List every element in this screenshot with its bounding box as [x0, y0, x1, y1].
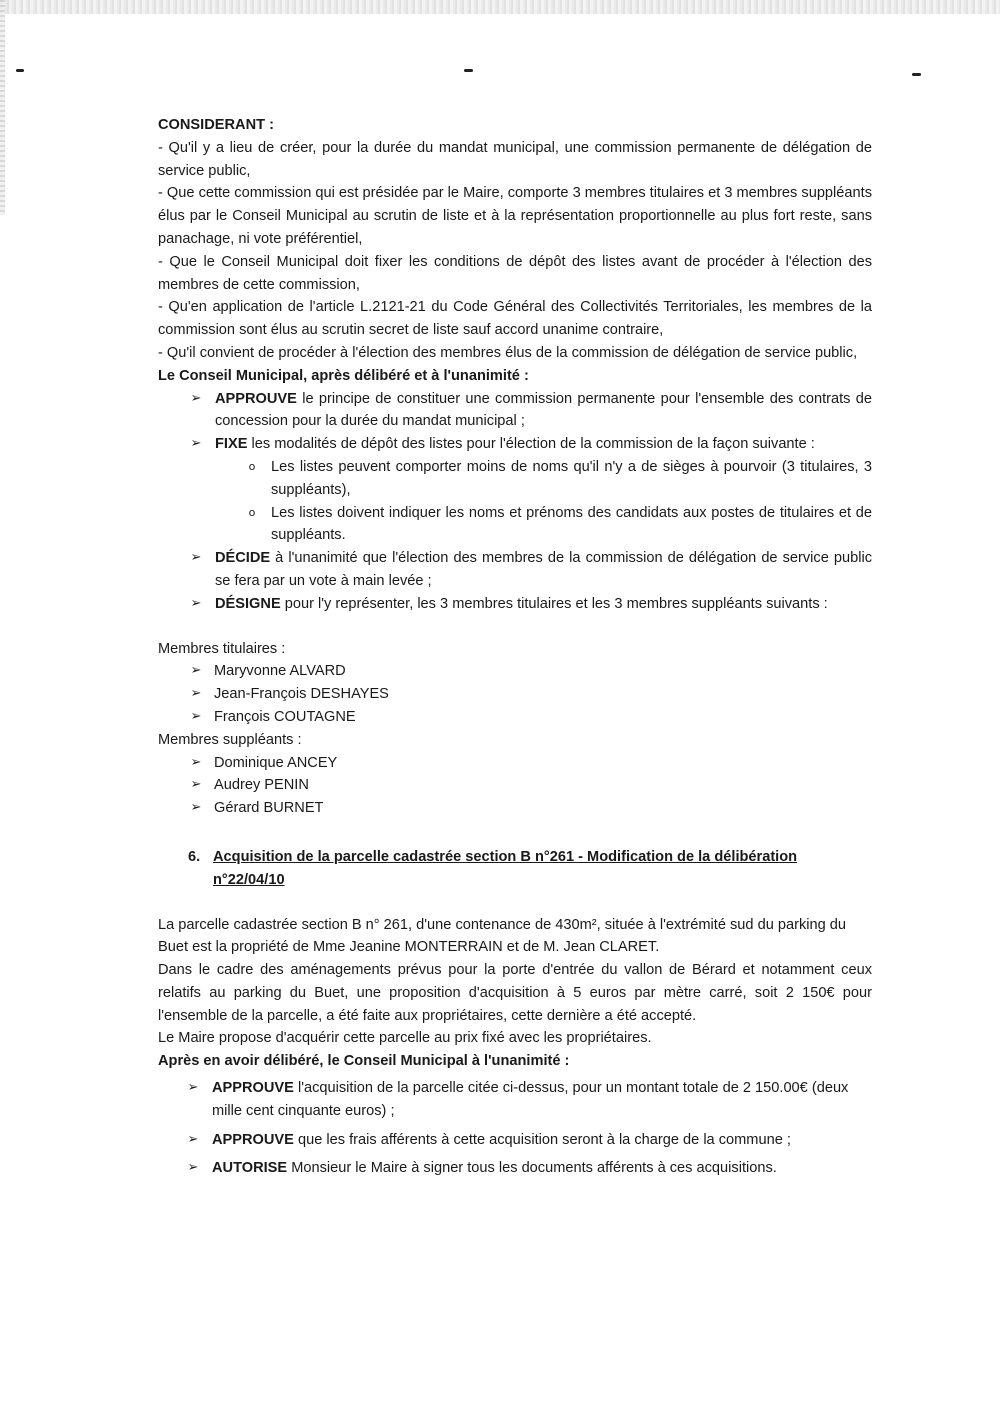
spacer [158, 892, 872, 914]
paragraph: La parcelle cadastrée section B n° 261, d'une contenance de 430m², située à l'extrémité sud du parking du Buet est la propriété de Mme Jeanine MONTERRAIN et de M. Jean CLARET. [158, 916, 847, 956]
decision-keyword: FIXE [215, 436, 248, 453]
member-item [158, 797, 872, 820]
scan-speck [464, 69, 473, 72]
member-name: Maryvonne ALVARD [214, 663, 346, 680]
sub-item-text: Les listes doivent indiquer les noms et prénoms des candidats aux postes de titulaires et de suppléants. [271, 504, 872, 544]
document-page [158, 114, 872, 1186]
section-title [158, 846, 872, 892]
section-number: 6. [188, 848, 201, 865]
scan-speck [912, 73, 921, 76]
suppleants-label: Membres suppléants : [158, 731, 302, 748]
section-keyword: APPROUVE [212, 1131, 294, 1148]
section-item-text: Monsieur le Maire à signer tous les documents afférents à ces acquisitions. [287, 1160, 777, 1177]
circle-bullet-icon: o [248, 459, 256, 473]
member-name: Gérard BURNET [214, 800, 324, 817]
decision-item-approuve [158, 388, 872, 434]
section-item-text: l'acquisition de la parcelle citée ci-dessus, pour un montant totale de 2 150.00€ (deux mille cent cinquante euros) ; [212, 1080, 849, 1119]
member-item [158, 752, 872, 775]
arrow-bullet-icon: ➢ [190, 754, 202, 770]
paragraph: Dans le cadre des aménagements prévus pour la porte d'entrée du vallon de Bérard et notamment ceux relatifs au parking du Buet, une proposition d'acquisition à 5 euros par mètre carré, soit 2 150€ pour l'ensemble de la parcelle, a été faite aux propriétaires, cette dernière a été accepté. [158, 962, 872, 1024]
arrow-bullet-icon: ➢ [190, 390, 202, 406]
decision-text: le principe de constituer une commission permanente pour l'ensemble des contrats de concession pour la durée du mandat municipal ; [215, 390, 872, 430]
arrow-bullet-icon: ➢ [190, 800, 202, 816]
titulaires-label: Membres titulaires : [158, 640, 286, 657]
sub-item [158, 456, 872, 502]
member-item [158, 706, 872, 729]
decision-keyword: DÉCIDE [215, 550, 271, 567]
member-item [158, 683, 872, 706]
member-item [158, 660, 872, 683]
spacer [158, 616, 872, 638]
decision-item-designe [158, 593, 872, 616]
decision-text: à l'unanimité que l'élection des membres de la commission de délégation de service public se fera par un vote à main levée ; [215, 550, 872, 589]
considerant-heading: CONSIDERANT : [158, 117, 274, 133]
sub-item-text: Les listes peuvent comporter moins de noms qu'il n'y a de sièges à pourvoir (3 titulaires, 3 suppléants), [271, 458, 872, 498]
scan-edge-left [0, 0, 5, 215]
considerant-item: - Qu'il y a lieu de créer, pour la durée du mandat municipal, une commission permanente de délégation de service public, [158, 139, 872, 179]
member-name: Jean-François DESHAYES [214, 686, 389, 703]
member-name: Audrey PENIN [214, 777, 309, 794]
section-item [158, 1157, 872, 1180]
member-item [158, 774, 872, 797]
member-name: Dominique ANCEY [214, 754, 338, 771]
considerant-item: - Qu'en application de l'article L.2121-21 du Code Général des Collectivités Territoriales, les membres de la commission sont élus au scrutin secret de liste sauf accord unanime contraire, [158, 299, 872, 339]
spacer [158, 820, 872, 846]
circle-bullet-icon: o [248, 505, 256, 519]
arrow-bullet-icon: ➢ [190, 686, 202, 702]
arrow-bullet-icon: ➢ [190, 708, 202, 724]
considerant-item: - Qu'il convient de procéder à l'élection des membres élus de la commission de délégation de service public, [158, 344, 858, 361]
section-title-text: Acquisition de la parcelle cadastrée section B n°261 - Modification de la délibération n°22/04/10 [213, 848, 798, 888]
arrow-bullet-icon: ➢ [187, 1080, 199, 1096]
decision-item-fixe [158, 433, 872, 456]
arrow-bullet-icon: ➢ [190, 777, 202, 793]
arrow-bullet-icon: ➢ [190, 595, 202, 611]
section-item [158, 1129, 872, 1152]
member-name: François COUTAGNE [214, 708, 356, 725]
arrow-bullet-icon: ➢ [190, 550, 202, 566]
sub-item [158, 502, 872, 548]
arrow-bullet-icon: ➢ [187, 1131, 199, 1147]
decision-keyword: DÉSIGNE [215, 595, 281, 612]
decision-keyword: APPROUVE [215, 390, 297, 407]
arrow-bullet-icon: ➢ [190, 663, 202, 679]
considerant-item: - Que le Conseil Municipal doit fixer les conditions de dépôt des listes avant de procéder à l'élection des membres de cette commission, [158, 253, 872, 293]
scan-edge-top [0, 0, 1000, 14]
section-item [158, 1077, 872, 1123]
considerant-item: - Que cette commission qui est présidée par le Maire, comporte 3 membres titulaires et 3 membres suppléants élus par le Conseil Municipal au scrutin de liste et à la représentation proportionnelle au plus fort reste, sans panachage, ni vote préférentiel, [158, 185, 872, 247]
decision-text: les modalités de dépôt des listes pour l'élection de la commission de la façon suivante : [247, 436, 815, 453]
section-item-text: que les frais afférents à cette acquisition seront à la charge de la commune ; [293, 1131, 791, 1148]
section-keyword: AUTORISE [212, 1160, 288, 1177]
section-decision-heading: Après en avoir délibéré, le Conseil Municipal à l'unanimité : [158, 1053, 570, 1070]
arrow-bullet-icon: ➢ [190, 436, 202, 452]
decision-text: pour l'y représenter, les 3 membres titulaires et les 3 membres suppléants suivants : [280, 595, 828, 612]
decision-heading: Le Conseil Municipal, après délibéré et à l'unanimité : [158, 367, 529, 384]
decision-item-decide [158, 547, 872, 593]
arrow-bullet-icon: ➢ [187, 1160, 199, 1176]
paragraph: Le Maire propose d'acquérir cette parcelle au prix fixé avec les propriétaires. [158, 1030, 652, 1047]
section-keyword: APPROUVE [212, 1080, 294, 1097]
scan-speck [16, 69, 24, 72]
